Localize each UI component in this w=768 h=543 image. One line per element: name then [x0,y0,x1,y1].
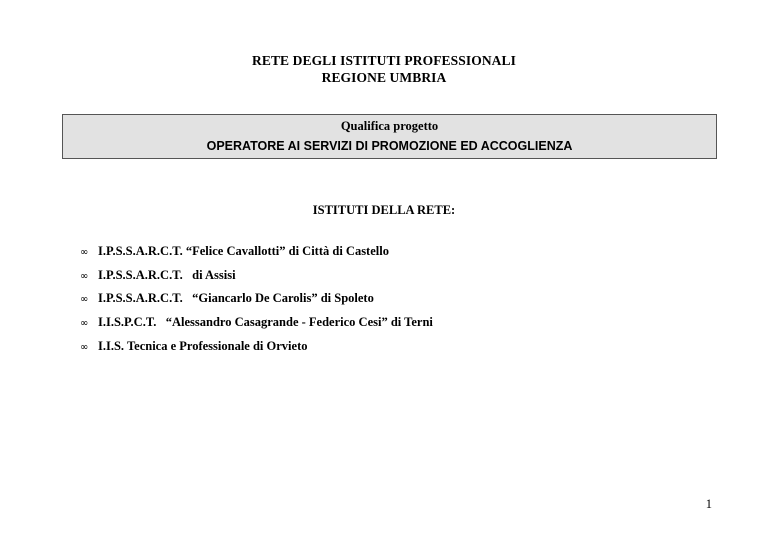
institute-list [80,243,433,361]
list-item [80,338,433,362]
infinity-bullet-icon: ∞ [80,270,89,282]
list-item [80,314,433,338]
institute-name: I.P.S.S.A.R.C.T. “Felice Cavallotti” di Città di Castello [98,244,389,258]
infinity-bullet-icon: ∞ [80,318,89,330]
qualification-title: OPERATORE AI SERVIZI DI PROMOZIONE ED ACCOGLIENZA [206,139,573,153]
page-number: 1 [705,497,712,511]
list-item [80,290,433,314]
institute-name: I.I.S. Tecnica e Professionale di Orvieto [98,338,308,353]
list-item [80,267,433,291]
institute-name: I.I.S.P.C.T. “Alessandro Casagrande - Federico Cesi” di Terni [98,315,433,330]
infinity-bullet-icon: ∞ [80,294,89,306]
qualification-label: Qualifica progetto [340,119,439,133]
list-item [80,243,433,267]
institute-name: I.P.S.S.A.R.C.T. “Giancarlo De Carolis” di Spoleto [98,291,374,306]
infinity-bullet-icon: ∞ [80,247,89,258]
document-header [0,52,768,86]
region-title: REGIONE UMBRIA [321,70,447,85]
section-title: ISTITUTI DELLA RETE: [312,203,456,217]
qualification-box [62,114,717,159]
institute-name: I.P.S.S.A.R.C.T. di Assisi [98,267,236,282]
network-title: RETE DEGLI ISTITUTI PROFESSIONALI [251,53,516,68]
infinity-bullet-icon: ∞ [80,341,89,353]
